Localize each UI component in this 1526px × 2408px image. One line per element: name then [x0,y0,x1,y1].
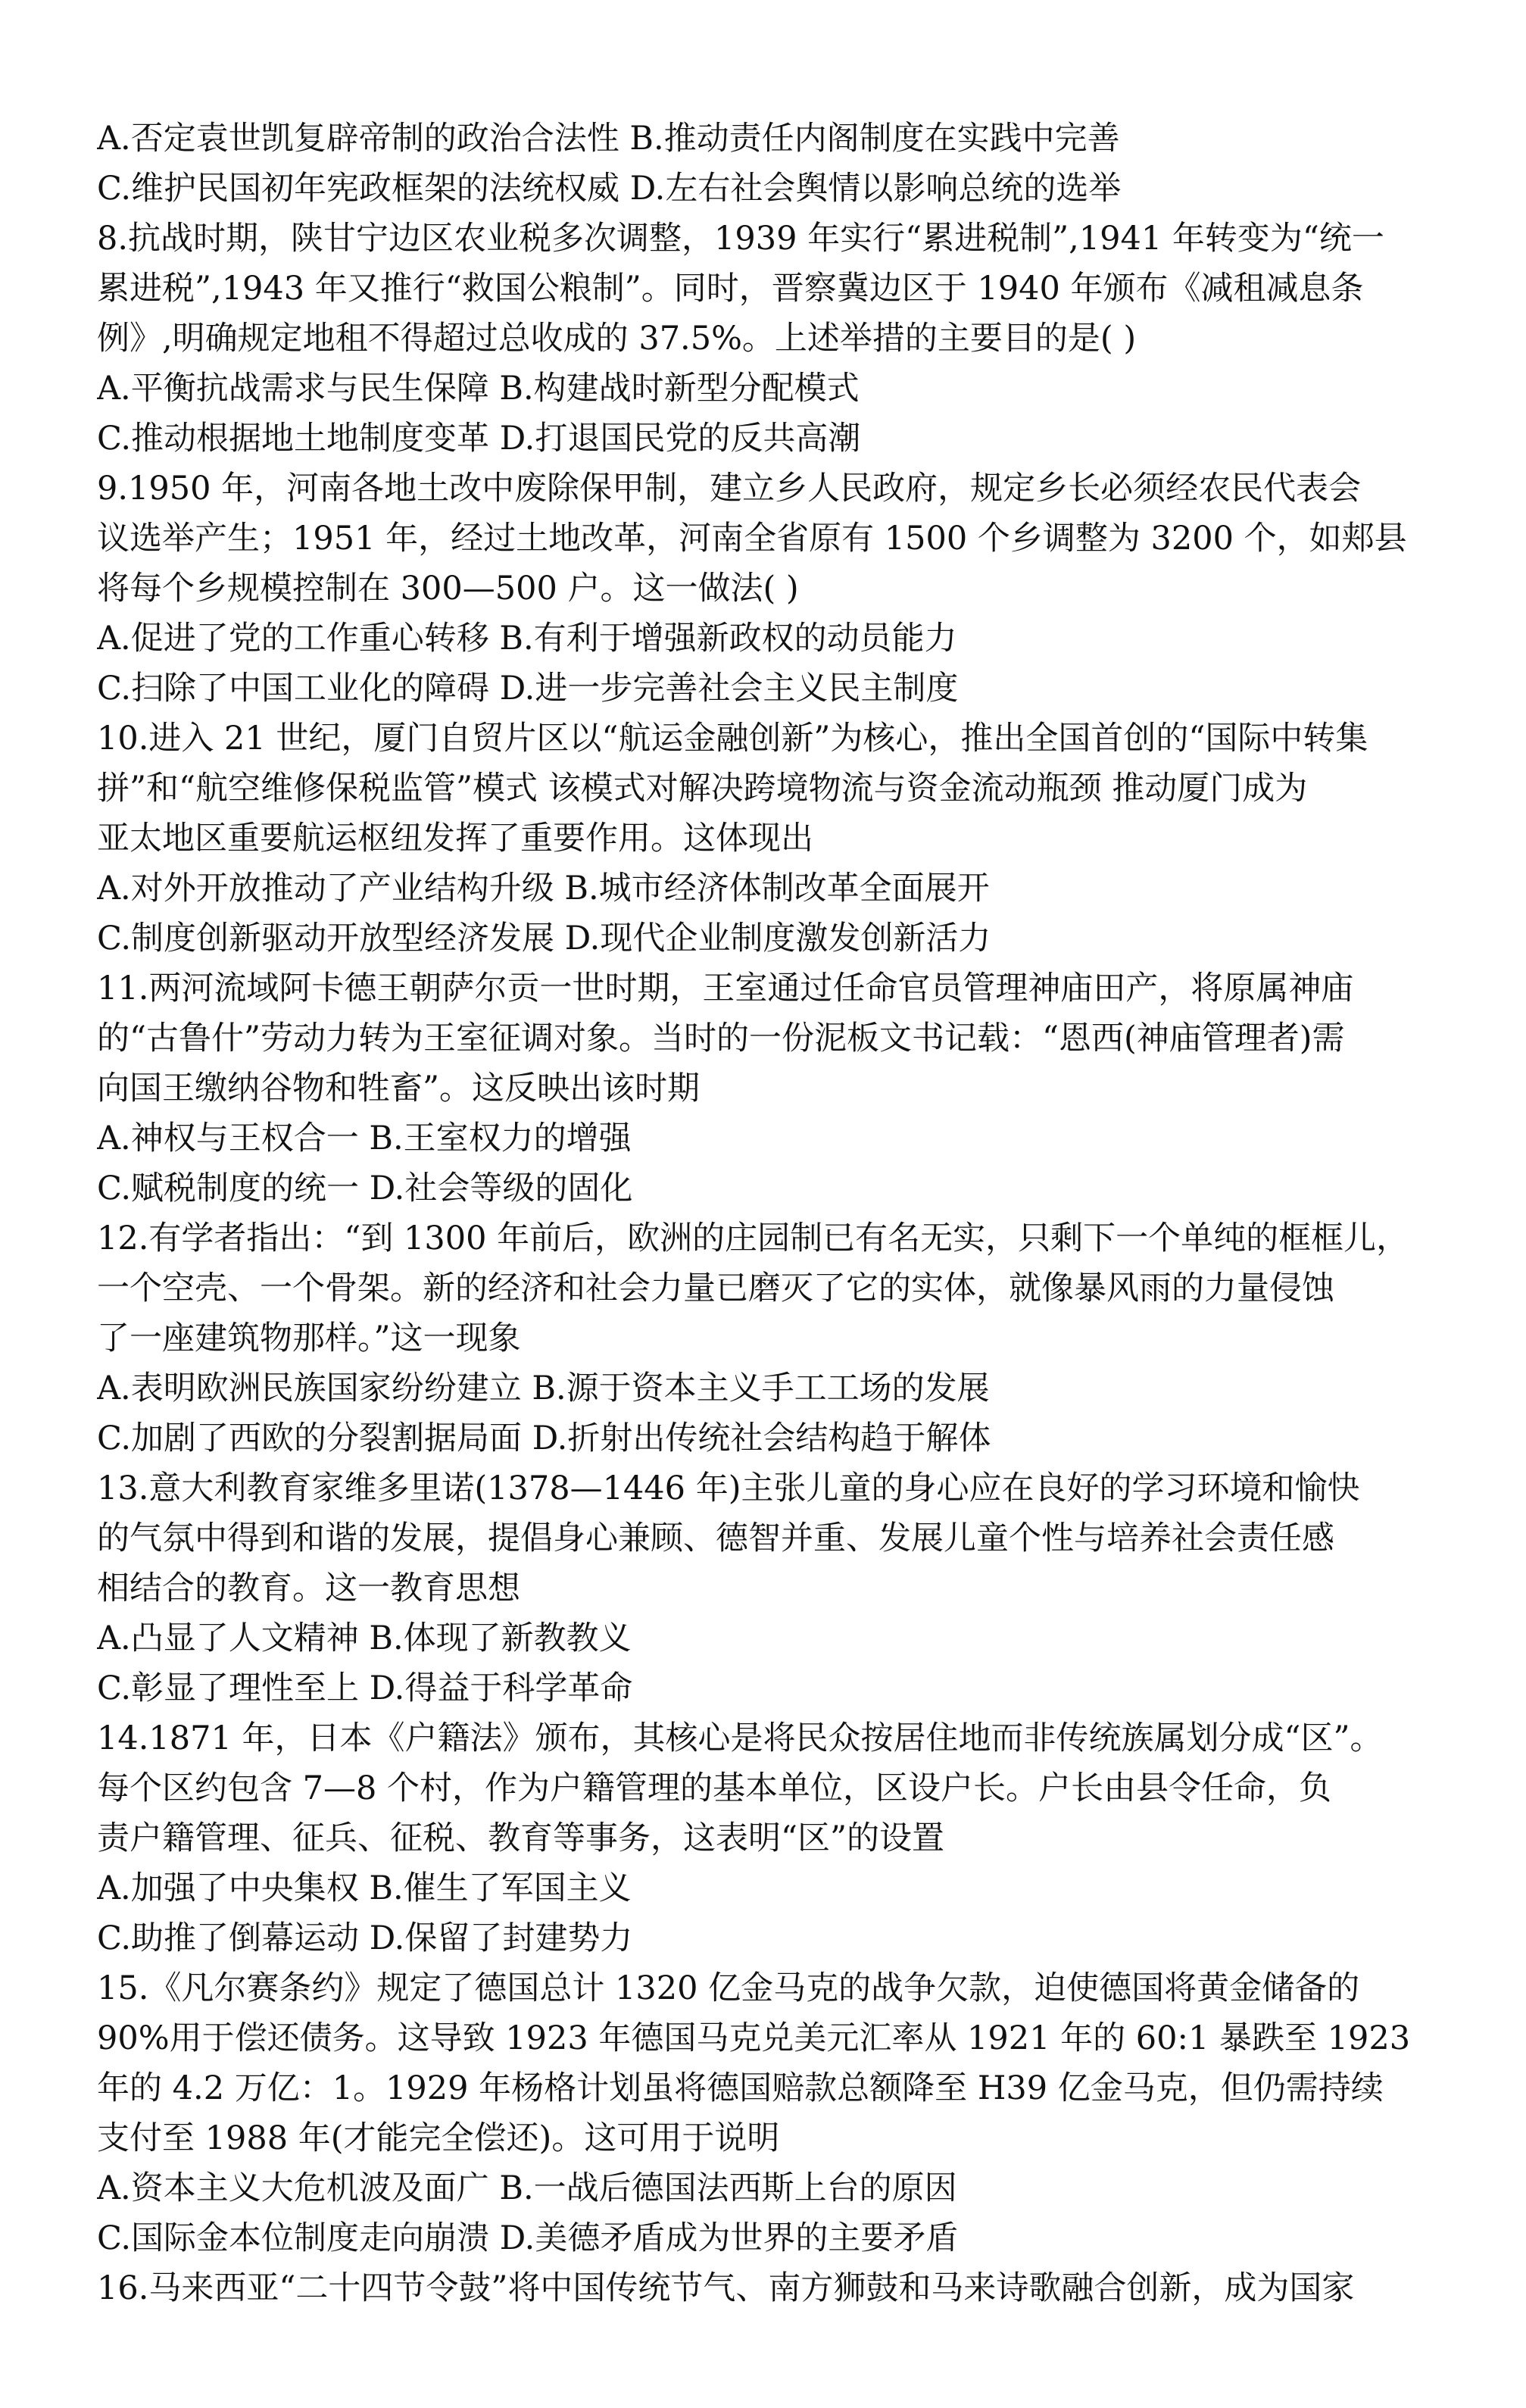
text-line: 12.有学者指出：“到 1300 年前后，欧洲的庄园制已有名无实，只剩下一个单纯的框框儿， [97,1220,1409,1257]
text-line: 一个空壳、一个骨架。新的经济和社会力量已磨灭了它的实体，就像暴风雨的力量侵蚀 [97,1270,1334,1307]
text-line: A.神权与王权合一 B.王室权力的增强 [97,1120,632,1157]
text-line: 15.《凡尔赛条约》规定了德国总计 1320 亿金马克的战争欠款，迫使德国将黄金储备的 [97,1969,1360,2007]
text-line: A.加强了中央集权 B.催生了军国主义 [97,1869,632,1907]
question-block [97,114,1443,214]
text-line: 的气氛中得到和谐的发展，提倡身心兼顾、德智并重、发展儿童个性与培养社会责任感 [97,1519,1334,1557]
text-line: 亚太地区重要航运枢纽发挥了重要作用。这体现出 [97,820,813,857]
text-line: 9.1950 年，河南各地土改中废除保甲制，建立乡人民政府，规定乡长必须经农民代表会 [97,470,1362,508]
text-line: A.平衡抗战需求与民生保障 B.构建战时新型分配模式 [97,370,860,408]
text-line: C.赋税制度的统一 D.社会等级的固化 [97,1170,633,1207]
question-block [97,1713,1443,1963]
question-block [97,1463,1443,1713]
text-line: 了一座建筑物那样。”这一现象 [97,1320,521,1357]
text-line: C.维护民国初年宪政框架的法统权威 D.左右社会舆情以影响总统的选举 [97,170,1122,208]
text-line: A.否定袁世凯复辟帝制的政治合法性 B.推动责任内阁制度在实践中完善 [97,120,1120,158]
text-line: C.国际金本位制度走向崩溃 D.美德矛盾成为世界的主要矛盾 [97,2219,959,2257]
text-line: 累进税”,1943 年又推行“救国公粮制”。同时，晋察冀边区于 1940 年颁布《减租减息条 [97,270,1364,308]
question-block [97,464,1443,714]
text-line: 13.意大利教育家维多里诺(1378—1446 年)主张儿童的身心应在良好的学习环境和愉快 [97,1469,1360,1507]
text-line: 将每个乡规模控制在 300—500 户。这一做法( ) [97,570,799,607]
text-line: 年的 4.2 万亿：1。1929 年杨格计划虽将德国赔款总额降至 H39 亿金马克，但仍需持续 [97,2069,1384,2107]
question-block [97,714,1443,964]
text-line: 的“古鲁什”劳动力转为王室征调对象。当时的一份泥板文书记载：“恩西(神庙管理者)需 [97,1020,1345,1057]
text-line: 向国王缴纳谷物和牲畜”。这反映出该时期 [97,1070,700,1107]
text-line: 支付至 1988 年(才能完全偿还)。这可用于说明 [97,2119,780,2157]
text-line: C.加剧了西欧的分裂割据局面 D.折射出传统社会结构趋于解体 [97,1420,991,1457]
text-line: 14.1871 年，日本《户籍法》颁布，其核心是将民众按居住地而非传统族属划分成“区”。 [97,1719,1383,1757]
text-line: 16.马来西亚“二十四节令鼓”将中国传统节气、南方狮鼓和马来诗歌融合创新，成为国家 [97,2269,1355,2307]
text-line: A.对外开放推动了产业结构升级 B.城市经济体制改革全面展开 [97,870,990,907]
text-line: A.促进了党的工作重心转移 B.有利于增强新政权的动员能力 [97,620,957,657]
text-line: 每个区约包含 7—8 个村，作为户籍管理的基本单位，区设户长。户长由县令任命，负 [97,1769,1332,1807]
text-line: C.彰显了理性至上 D.得益于科学革命 [97,1669,633,1707]
text-line: C.制度创新驱动开放型经济发展 D.现代企业制度激发创新活力 [97,920,991,957]
text-line: C.推动根据地土地制度变革 D.打退国民党的反共高潮 [97,420,861,458]
question-block [97,2263,1443,2313]
text-line: 11.两河流域阿卡德王朝萨尔贡一世时期，王室通过任命官员管理神庙田产，将原属神庙 [97,970,1354,1007]
text-line: 90%用于偿还债务。这导致 1923 年德国马克兑美元汇率从 1921 年的 60:1 暴跌至 1923 [97,2019,1411,2057]
question-block [97,214,1443,464]
text-line: A.表明欧洲民族国家纷纷建立 B.源于资本主义手工工场的发展 [97,1370,990,1407]
question-block [97,964,1443,1213]
text-line: 拼”和“航空维修保税监管”模式 该模式对解决跨境物流与资金流动瓶颈 推动厦门成为 [97,770,1308,807]
text-line: A.资本主义大危机波及面广 B.一战后德国法西斯上台的原因 [97,2169,957,2207]
text-line: 例》,明确规定地租不得超过总收成的 37.5%。上述举措的主要目的是( ) [97,320,1137,358]
text-line: A.凸显了人文精神 B.体现了新教教义 [97,1619,632,1657]
text-line: 10.进入 21 世纪，厦门自贸片区以“航运金融创新”为核心，推出全国首创的“国际中转集 [97,720,1368,757]
question-block [97,1963,1443,2263]
text-line: 议选举产生；1951 年，经过土地改革，河南全省原有 1500 个乡调整为 3200 个，如郏县 [97,520,1407,557]
question-block [97,1213,1443,1463]
text-line: 责户籍管理、征兵、征税、教育等事务，这表明“区”的设置 [97,1819,944,1857]
text-line: C.扫除了中国工业化的障碍 D.进一步完善社会主义民主制度 [97,670,959,707]
text-line: 相结合的教育。这一教育思想 [97,1569,520,1607]
text-line: C.助推了倒幕运动 D.保留了封建势力 [97,1919,633,1957]
text-line: 8.抗战时期，陕甘宁边区农业税多次调整，1939 年实行“累进税制”,1941 年转变为“统一 [97,220,1384,258]
